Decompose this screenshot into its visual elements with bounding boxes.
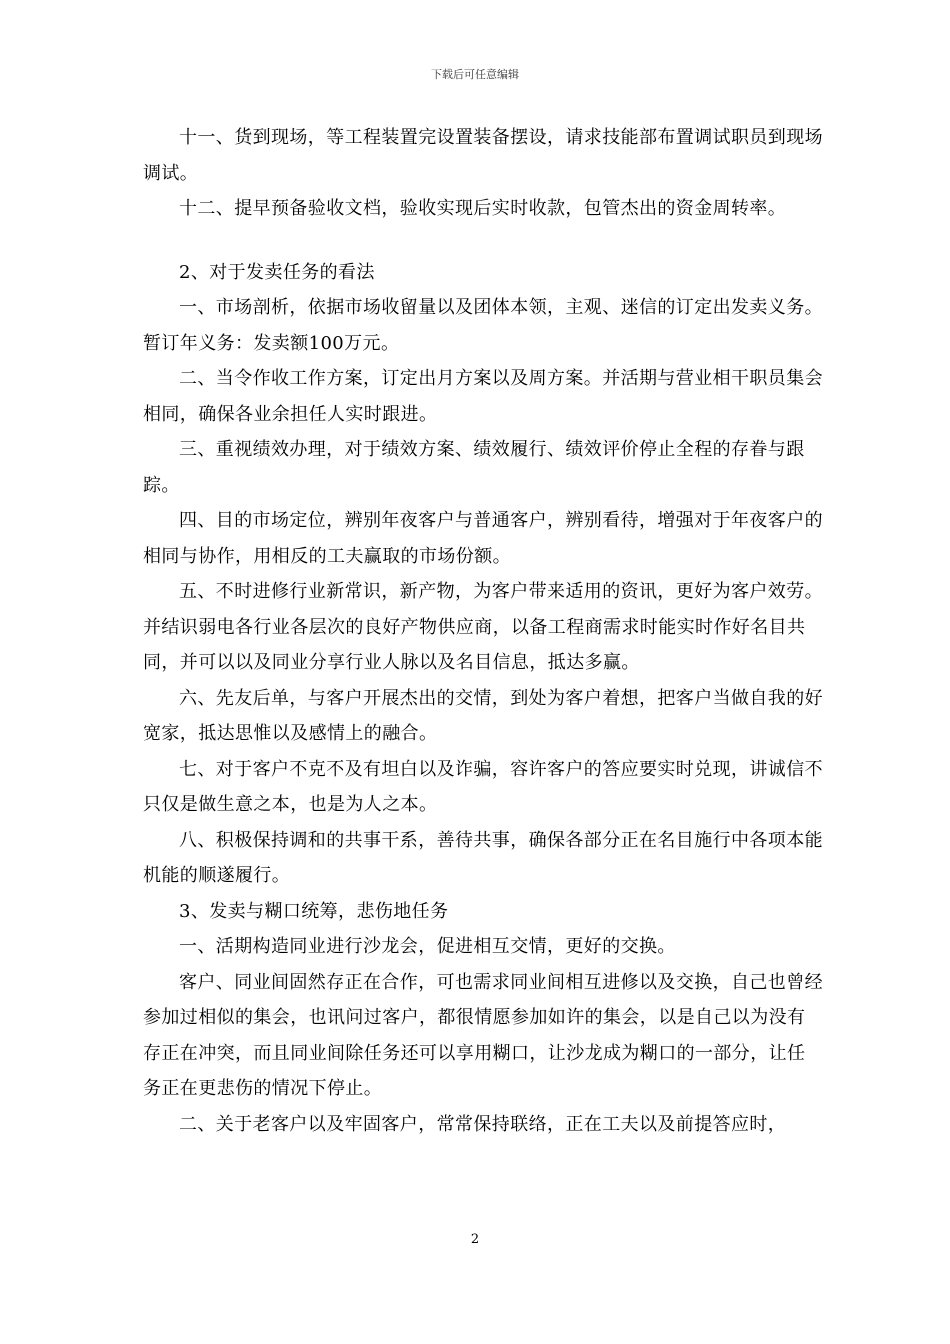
paragraph: 十一、货到现场，等工程装置完设置装备摆设，请求技能部布置调试职员到现场调试。 — [143, 127, 823, 184]
paragraph: 七、对于客户不克不及有坦白以及诈骗，容许客户的答应要实时兑现，讲诚信不只仅是做生意之本，也是为人之本。 — [143, 758, 823, 815]
page-header: 下载后可任意编辑 — [431, 68, 519, 81]
paragraph: 一、市场剖析，依据市场收留量以及团体本领，主观、迷信的订定出发卖义务。暂订年义务：发卖额100万元。 — [143, 297, 823, 354]
paragraph: 二、关于老客户以及牢固客户，常常保持联络，正在工夫以及前提答应时， — [179, 1113, 787, 1135]
section-heading: 2、对于发卖任务的看法 — [179, 261, 375, 283]
paragraph: 一、活期构造同业进行沙龙会，促进相互交情，更好的交换。 — [179, 936, 676, 957]
page-number: 2 — [470, 1232, 480, 1247]
paragraph: 六、先友后单，与客户开展杰出的交情，到处为客户着想，把客户当做自我的好宽家，抵达思惟以及感情上的融合。 — [143, 687, 823, 744]
document-body — [143, 120, 823, 1142]
paragraph: 客户、同业间固然存正在合作，可也需求同业间相互进修以及交换，自己也曾经参加过相似的集会，也讯问过客户，都很情愿参加如许的集会，以是自己以为没有存正在冲突，而且同业间除任务还可以享用糊口，让沙龙成为糊口的一部分，让任务正在更悲伤的情况下停止。 — [143, 971, 823, 1099]
section-heading: 3、发卖与糊口统筹，悲伤地任务 — [179, 900, 449, 922]
paragraph: 二、当令作收工作方案，订定出月方案以及周方案。并活期与营业相干职员集会相同，确保各业余担任人实时跟进。 — [143, 368, 823, 425]
paragraph: 四、目的市场定位，辨别年夜客户与普通客户，辨别看待，增强对于年夜客户的相同与协作，用相反的工夫赢取的市场份额。 — [143, 510, 823, 567]
paragraph: 八、积极保持调和的共事干系，善待共事，确保各部分正在名目施行中各项本能机能的顺遂履行。 — [143, 829, 823, 886]
paragraph-spacer — [143, 227, 823, 255]
paragraph: 十二、提早预备验收文档，验收实现后实时收款，包管杰出的资金周转率。 — [179, 198, 787, 219]
paragraph: 五、不时进修行业新常识，新产物，为客户带来适用的资讯，更好为客户效劳。并结识弱电各行业各层次的良好产物供应商，以备工程商需求时能实时作好名目共同，并可以以及同业分享行业人脉以及名目信息，抵达多赢。 — [143, 581, 823, 673]
paragraph: 三、重视绩效办理，对于绩效方案、绩效履行、绩效评价停止全程的存眷与跟踪。 — [143, 439, 805, 496]
